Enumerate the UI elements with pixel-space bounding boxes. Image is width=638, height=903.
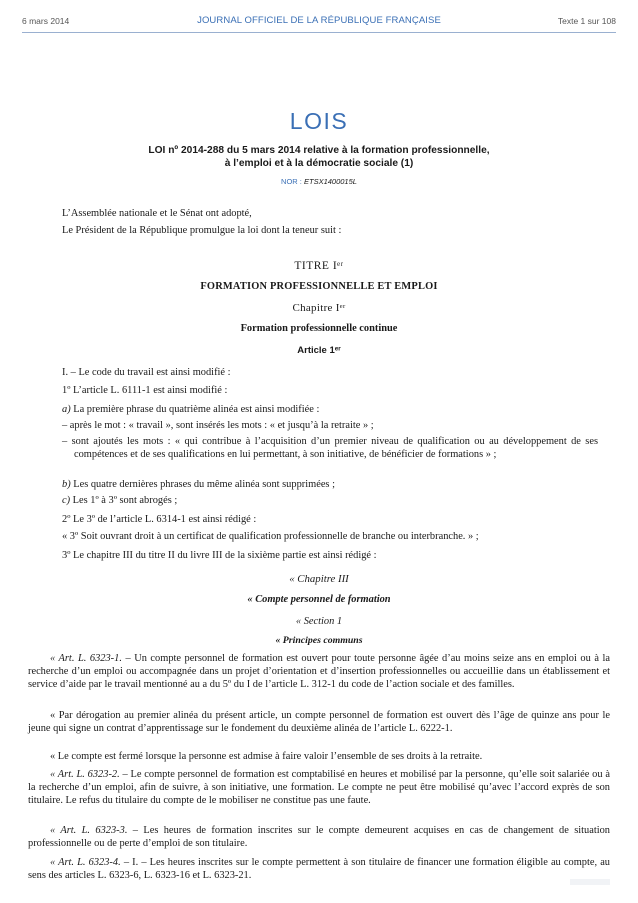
header-date: 6 mars 2014 xyxy=(22,16,70,26)
quoted-chapitre-subheading: « Compte personnel de formation xyxy=(247,594,391,605)
quoted-section-subheading: « Principes communs xyxy=(275,635,363,646)
paragraph-3-label: a) xyxy=(62,404,71,415)
paragraph-2: 1º L’article L. 6111-1 est ainsi modifié : xyxy=(62,385,228,396)
article-l6323-3-ref: « Art. L. 6323-3. xyxy=(50,825,128,836)
paragraph-5-label: c) xyxy=(62,495,71,506)
article-l6323-3-text: – Les heures de formation inscrites sur le compte demeurent acquises en cas de changement de situation professionnelle ou de perte d’emploi de son titulaire. xyxy=(28,825,610,849)
paragraph-4-text: Les quatre dernières phrases du même alinéa sont supprimées ; xyxy=(70,479,335,490)
article-l6323-3 xyxy=(28,824,610,850)
article-l6323-1 xyxy=(28,652,610,691)
footer-mark xyxy=(570,879,610,885)
intro-line-1: L’Assemblée nationale et le Sénat ont adopté, xyxy=(62,208,252,219)
article-l6323-1-para-3: « Le compte est fermé lorsque la personne est admise à faire valoir l’ensemble de ses droits à la retraite. xyxy=(50,751,483,762)
article-l6323-2-ref: « Art. L. 6323-2. xyxy=(50,769,120,780)
dash-item-2: – sont ajoutés les mots : « qui contribue à l’acquisition d’un premier niveau de qualification ou au développement de ses compétences et de ses qualifications en lui permettant, à son initiative, de bénéficier de formations » ; xyxy=(62,436,598,460)
article-heading: Article 1ᵉʳ xyxy=(297,345,341,356)
paragraph-1: I. – Le code du travail est ainsi modifié : xyxy=(62,367,231,378)
titre-subheading: FORMATION PROFESSIONNELLE ET EMPLOI xyxy=(200,281,438,292)
law-title-line-1: LOI nº 2014-288 du 5 mars 2014 relative à la formation professionnelle, xyxy=(148,145,490,156)
article-l6323-2-text: – Le compte personnel de formation est comptabilisé en heures et mobilisé par la personne, qu’elle soit salariée ou à la recherche d’un emploi, afin de suivre, à son initiative, une formation. Le compte ne peut être mobilisé qu’avec l’accord exprès de son titulaire. Le refus du titulaire du compte de le mobiliser ne constitue pas une faute. xyxy=(28,769,610,806)
titre-heading: TITRE Iᵉʳ xyxy=(294,260,344,272)
paragraph-8: 3º Le chapitre III du titre II du livre III de la sixième partie est ainsi rédigé : xyxy=(62,550,377,561)
dash-item-1: – après le mot : « travail », sont insérés les mots : « et jusqu’à la retraite » ; xyxy=(62,420,374,431)
chapitre-subheading: Formation professionnelle continue xyxy=(240,323,398,334)
article-l6323-2 xyxy=(28,768,610,807)
page-indicator: Texte 1 sur 108 xyxy=(557,16,616,26)
law-title-line-2: à l’emploi et à la démocratie sociale (1) xyxy=(224,158,414,169)
paragraph-3-text: La première phrase du quatrième alinéa est ainsi modifiée : xyxy=(70,404,320,415)
paragraph-6: 2º Le 3º de l’article L. 6314-1 est ainsi rédigé : xyxy=(62,514,257,525)
article-l6323-4-text: – I. – Les heures inscrites sur le compte permettent à son titulaire de financer une formation éligible au compte, au sens des articles L. 6323-6, L. 6323-16 et L. 6323-21. xyxy=(28,857,611,881)
article-l6323-1-ref: « Art. L. 6323-1. xyxy=(50,653,122,664)
nor-reference xyxy=(0,177,638,186)
paragraph-5-text: Les 1º à 3º sont abrogés ; xyxy=(70,495,178,506)
nor-label: NOR : xyxy=(281,177,302,186)
page-header xyxy=(22,16,616,32)
article-l6323-1-text: – Un compte personnel de formation est ouvert pour toute personne âgée d’au moins seize ans en emploi ou à la recherche d’un emploi ou accompagnée dans un projet d’orientation et d’insertion professionnelles ou accueillie dans un établissement et service d’aide par le travail mentionné au a du 5º du I de l’article L. 312-1 du code de l’action sociale et des familles. xyxy=(28,653,610,690)
article-l6323-4-ref: « Art. L. 6323-4. xyxy=(50,857,121,868)
intro-line-2: Le Président de la République promulgue la loi dont la teneur suit : xyxy=(62,225,342,236)
header-divider xyxy=(22,32,616,33)
section-heading: LOIS xyxy=(289,108,349,134)
paragraph-5 xyxy=(62,494,598,507)
article-l6323-1-para-2: « Par dérogation au premier alinéa du présent article, un compte personnel de formation est ouvert dès l’âge de quinze ans pour le jeune qui signe un contrat d’apprentissage sur le fondement du deuxième alinéa de l’article L. 6222-1. xyxy=(28,710,610,734)
paragraph-7: « 3º Soit ouvrant droit à un certificat de qualification professionnelle de branche ou interbranche. » ; xyxy=(62,531,479,542)
paragraph-3 xyxy=(62,403,598,416)
paragraph-4-label: b) xyxy=(62,479,71,490)
article-l6323-4 xyxy=(28,856,610,882)
journal-title: JOURNAL OFFICIEL DE LA RÉPUBLIQUE FRANÇAISE xyxy=(197,15,441,26)
quoted-section-heading: « Section 1 xyxy=(295,616,343,627)
law-title xyxy=(60,144,578,170)
nor-value: ETSX1400015L xyxy=(303,177,357,186)
chapitre-heading: Chapitre Iᵉʳ xyxy=(292,302,346,314)
paragraph-4 xyxy=(62,478,598,491)
quoted-chapitre-heading: « Chapitre III xyxy=(289,573,349,585)
